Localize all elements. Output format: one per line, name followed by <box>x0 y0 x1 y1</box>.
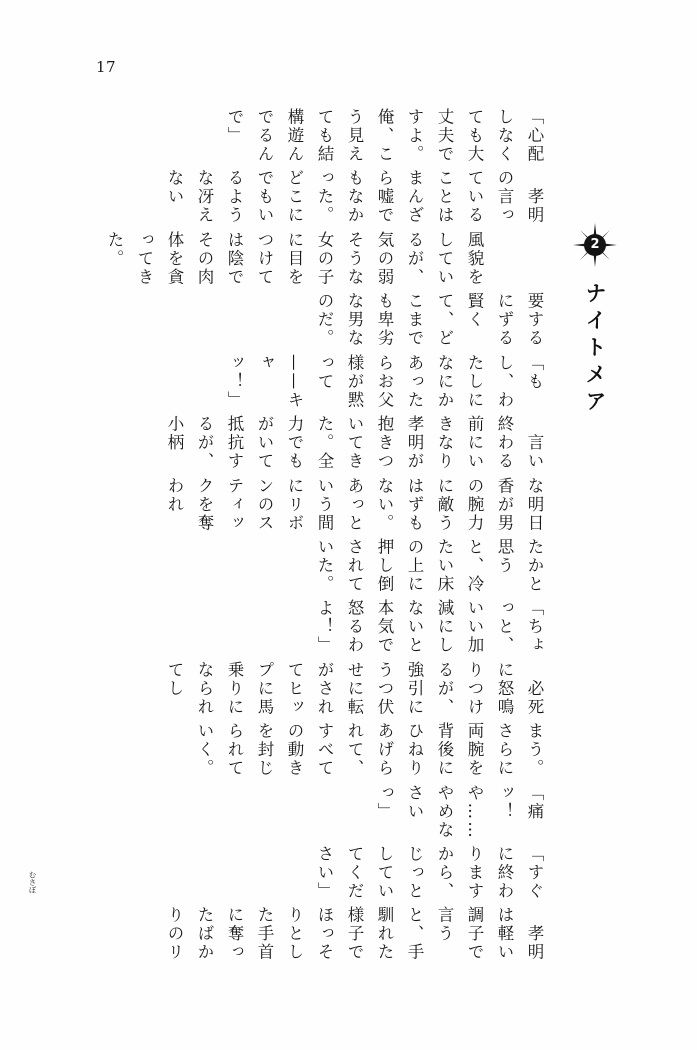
text-column: たかと思うと、冷たい床の上に押し倒されていた。 <box>315 537 544 594</box>
page-number: 17 <box>96 58 117 76</box>
text-column: まう。さらに両腕を背後にひねりあげられて、すべての動きを封じられていく。 <box>195 722 544 779</box>
text-column: 言い終わる前にいきなり孝明が抱きついてきた。全力でもがいて抵抗するが、小柄 <box>165 415 544 471</box>
ruby-gloss: むさぼ <box>28 870 37 894</box>
chapter-heading <box>571 222 619 417</box>
text-column: 必死に怒鳴りつけるが、強引にうつ伏せに転がされてヒップに馬乗りになられてし <box>165 660 544 717</box>
text-column: 孝明は軽い調子で言うと、手馴れた様子でほっそりとした手首に奪ったばかりのリ <box>165 906 544 963</box>
text-column: 「すぐに終わりますから、じっとしていてください」 <box>315 845 544 901</box>
chapter-number-badge: 2 <box>584 234 606 256</box>
text-column: 「ちょっと、いい加減にしないと本気で怒るわよ！」 <box>315 599 544 656</box>
text-column: な明日香が男の腕力に敵うはずもない。あっという間にリボンのスティックを奪われ <box>165 476 544 533</box>
text-column: 「心配しなくても大丈夫ですよ。 俺、こう見えても結構遊んでるんで」 <box>225 108 544 175</box>
chapter-title: ナイトメア <box>583 282 608 417</box>
chapter-badge-wrapper <box>572 222 618 268</box>
text-column: 要するにずる賢くて、どこまでも卑劣な男なのだ。 <box>315 292 544 349</box>
text-column-content: 風貌をしているが、気の弱そうな女の子に目をつけては陰でその肉体を貪ってきた。 <box>105 230 484 287</box>
body-text-block <box>28 108 549 968</box>
text-column: 「もし、わたしになにかあったらお父様が黙って——キャッ！」 <box>225 353 544 410</box>
text-column: 「痛ッ！ や……やめなさいっ」 <box>375 783 544 840</box>
text-column: 孝明の言っていることはまんざら嘘でもなかった。どこにでもいるような冴えない <box>165 169 544 226</box>
